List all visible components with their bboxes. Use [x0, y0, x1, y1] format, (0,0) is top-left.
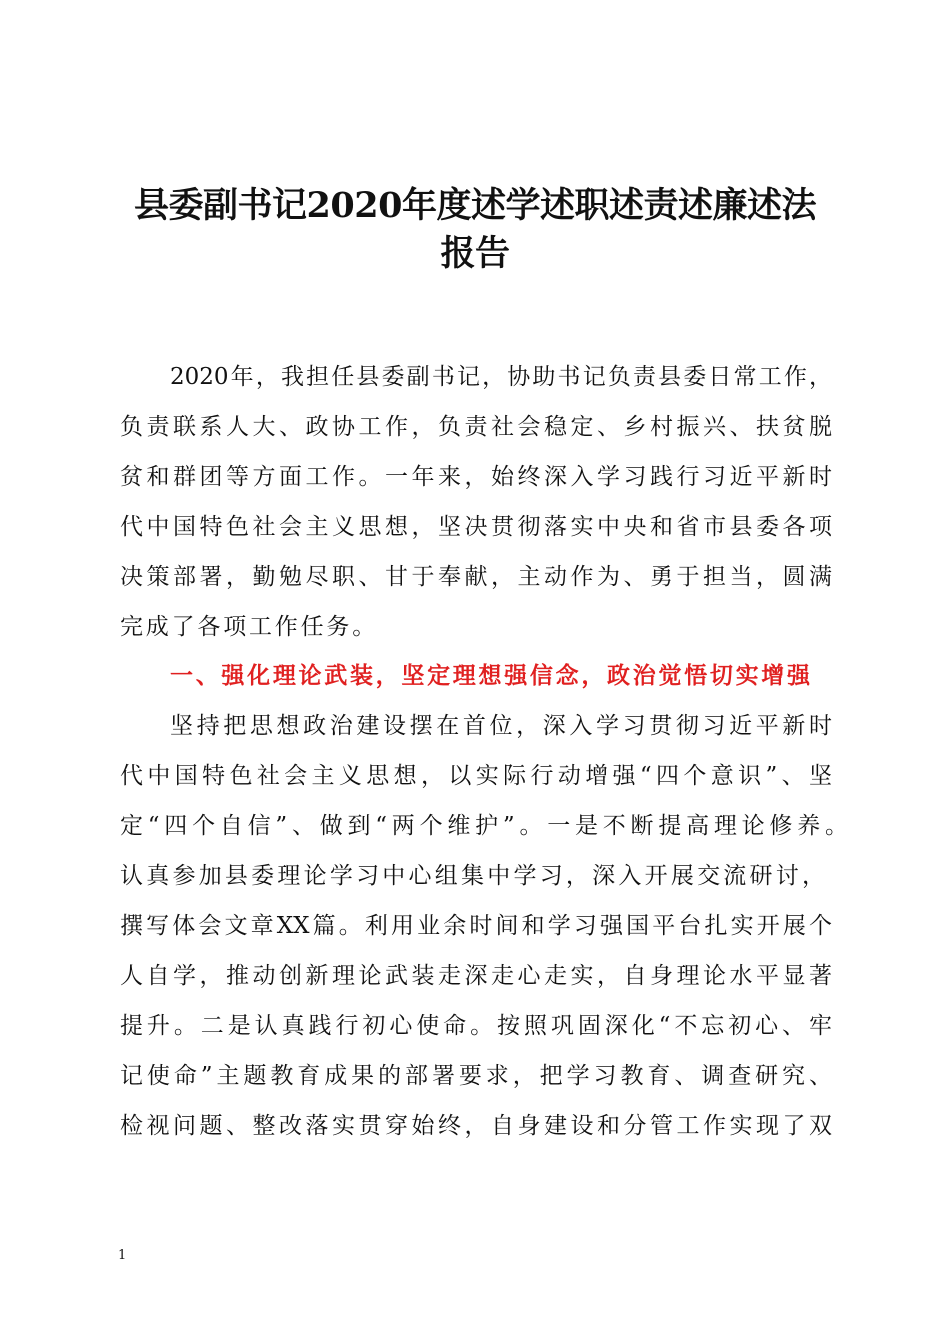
text-line: 提升。二是认真践行初心使命。按照巩固深化“不忘初心、牢 — [120, 1013, 832, 1039]
text-line: 负责联系人大、政协工作，负责社会稳定、乡村振兴、扶贫脱 — [120, 414, 832, 440]
text-line: 完成了各项工作任务。 — [120, 614, 378, 640]
document-title-line-1: 县委副书记2020年度述学述职述责述廉述法 — [134, 185, 816, 226]
text-line: 2020年，我担任县委副书记，协助书记负责县委日常工作， — [170, 364, 832, 390]
text-line: 代中国特色社会主义思想，坚决贯彻落实中央和省市县委各项 — [120, 514, 832, 540]
section-heading: 一、强化理论武装，坚定理想强信念，政治觉悟切实增强 — [170, 663, 810, 689]
text-line: 撰写体会文章XX篇。利用业余时间和学习强国平台扎实开展个 — [120, 913, 832, 939]
text-line: 认真参加县委理论学习中心组集中学习，深入开展交流研讨， — [120, 863, 825, 889]
text-line: 人自学，推动创新理论武装走深走心走实，自身理论水平显著 — [120, 963, 832, 989]
document-title-line-2: 报告 — [440, 233, 510, 274]
text-line: 定“四个自信”、做到“两个维护”。一是不断提高理论修养。 — [120, 813, 848, 839]
text-line: 决策部署，勤勉尽职、甘于奉献，主动作为、勇于担当，圆满 — [120, 564, 832, 590]
text-line: 代中国特色社会主义思想，以实际行动增强“四个意识”、坚 — [120, 763, 832, 789]
page-number: 1 — [118, 1248, 127, 1263]
text-line: 坚持把思想政治建设摆在首位，深入学习贯彻习近平新时 — [170, 713, 832, 739]
text-line: 贫和群团等方面工作。一年来，始终深入学习践行习近平新时 — [120, 464, 832, 490]
text-line: 记使命”主题教育成果的部署要求，把学习教育、调查研究、 — [120, 1063, 832, 1089]
text-line: 检视问题、整改落实贯穿始终，自身建设和分管工作实现了双 — [120, 1113, 832, 1139]
